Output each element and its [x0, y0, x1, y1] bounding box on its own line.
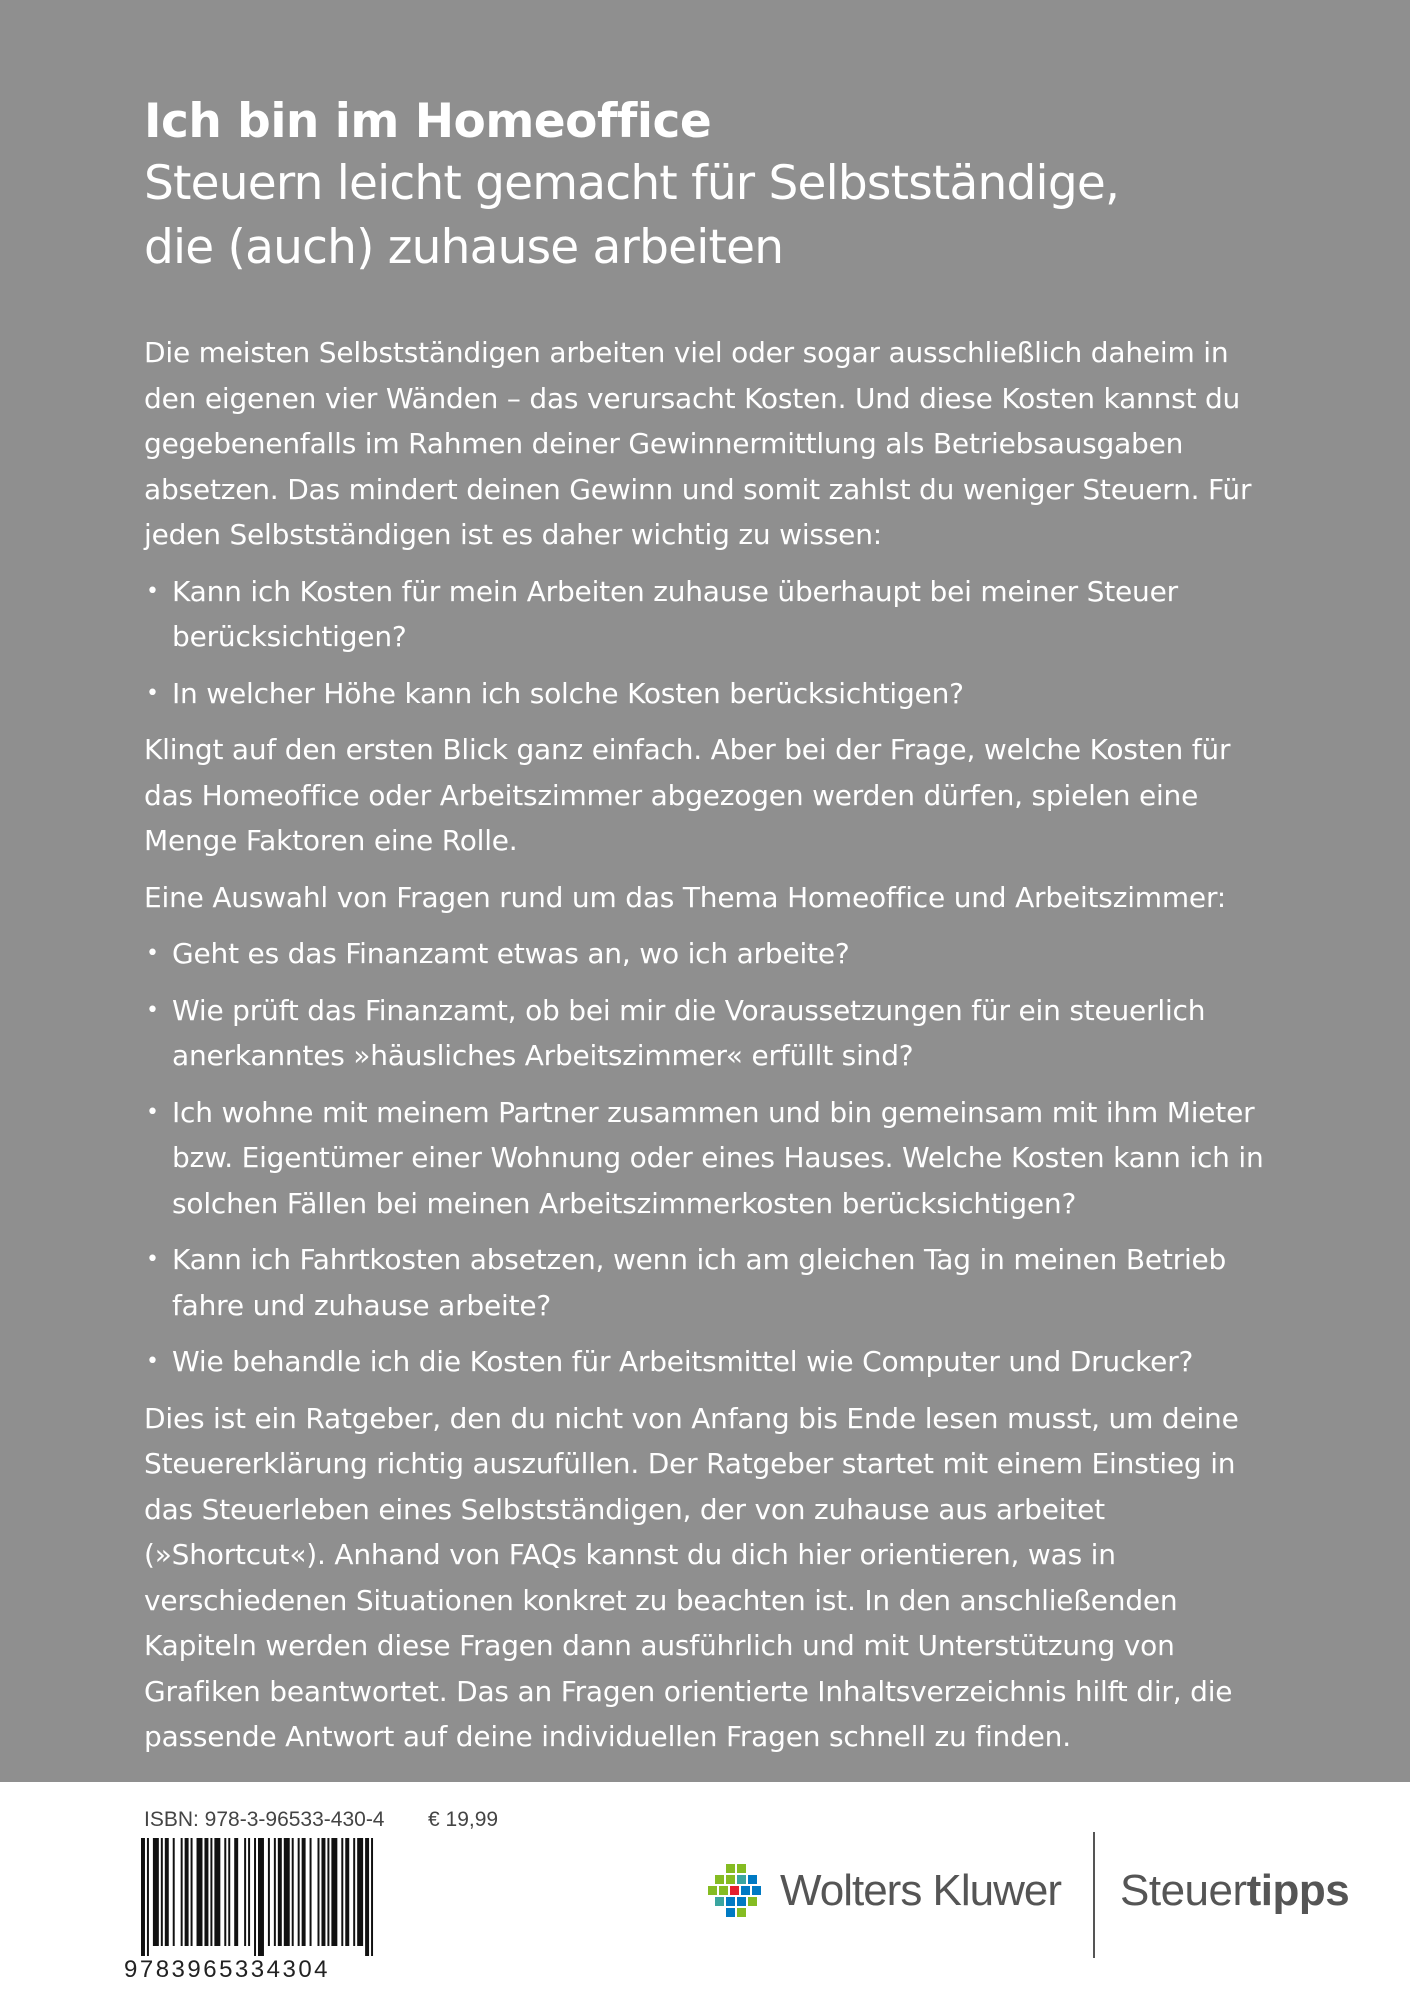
blurb	[144, 330, 1270, 1760]
book-subtitle	[144, 152, 1270, 280]
barcode-bar	[197, 1838, 203, 1946]
brand-name-bold: tipps	[1246, 1866, 1350, 1915]
bullet-icon: •	[146, 680, 159, 706]
barcode-bar	[331, 1838, 337, 1946]
book-title: Ich bin im Homeoffice	[144, 94, 712, 149]
footer-strip	[0, 1782, 1410, 2000]
paragraph-3: Eine Auswahl von Fragen rund um das Thema Homeoffice und Arbeitszimmer:	[144, 880, 1226, 914]
barcode-bar	[318, 1838, 320, 1946]
barcode-bar	[210, 1838, 212, 1946]
barcode-bar	[268, 1838, 270, 1946]
barcode-bar	[278, 1838, 282, 1946]
bullet-icon: •	[146, 997, 159, 1023]
bullet-icon: •	[146, 1349, 159, 1374]
barcode-bar	[298, 1838, 300, 1946]
list-item	[144, 671, 1270, 717]
barcode-bar	[234, 1838, 238, 1946]
barcode-bar	[258, 1838, 264, 1956]
barcode-bar	[292, 1838, 294, 1946]
barcode-bar	[341, 1838, 343, 1946]
barcode-bar	[321, 1838, 325, 1946]
logo-divider	[1093, 1832, 1095, 1958]
ean-barcode-icon	[141, 1838, 377, 1956]
list-item	[144, 1090, 1270, 1227]
intro-paragraph: Die meisten Selbstständigen arbeiten viel oder sogar ausschließlich daheim in den eigenen vier Wänden – das verursacht Kosten. Und diese Kosten kannst du gegebenenfalls im Rahmen deiner Gewinnermittlung als Betriebsausgaben absetzen. Das mindert deinen Gewinn und somit zahlst du weniger Steuern. Für jeden Selbstständigen ist es daher wichtig zu wissen:	[144, 336, 1252, 551]
list-item-text: Wie prüft das Finanzamt, ob bei mir die Voraussetzungen für ein steuerlich anerkanntes »häusliches Arbeitszimmer« erfüllt sind?	[172, 993, 1206, 1072]
barcode-bar	[302, 1838, 306, 1946]
publisher-name: Wolters Kluwer	[780, 1866, 1062, 1915]
list-item-text: In welcher Höhe kann ich solche Kosten berücksichtigen?	[172, 676, 964, 710]
bullet-icon: •	[146, 1099, 159, 1125]
barcode-bar	[141, 1838, 145, 1956]
list-item	[144, 569, 1270, 660]
list-item	[144, 988, 1270, 1079]
list-item-text: Geht es das Finanzamt etwas an, wo ich arbeite?	[172, 937, 850, 970]
barcode-bar	[165, 1838, 169, 1946]
barcode-bar	[248, 1838, 250, 1946]
barcode-bar	[345, 1838, 349, 1946]
list-item-text: Kann ich Kosten für mein Arbeiten zuhause überhaupt bei meiner Steuer berücksichtigen?	[172, 574, 1178, 653]
barcode-bar	[191, 1838, 193, 1946]
barcode-bar	[371, 1838, 373, 1956]
bullet-list-basic-questions	[144, 569, 1270, 717]
bullet-icon: •	[146, 578, 159, 604]
paragraph-4: Dies ist ein Ratgeber, den du nicht von Anfang bis Ende lesen musst, um deine Steuererklärung richtig auszufüllen. Der Ratgeber startet mit einem Einstieg in das Steuerleben eines Selbstständigen, der von zuhause aus arbeitet (»Shortcut«). Anhand von FAQs kannst du dich hier orientieren, was in verschiedenen Situationen konkret zu beachten ist. In den anschließenden Kapiteln werden diese Fragen dann ausführlich und mit Unterstützung von Grafiken beantwortet. Das an Fragen orientierte Inhaltsverzeichnis hilft dir, die passende Antwort auf deine individuellen Fragen schnell zu finden.	[144, 1401, 1239, 1753]
list-item	[144, 1237, 1270, 1328]
isbn-text: ISBN: 978-3-96533-430-4	[144, 1808, 385, 1831]
barcode-bar	[244, 1838, 246, 1946]
list-item-text: Wie behandle ich die Kosten für Arbeitsmittel wie Computer und Drucker?	[172, 1345, 1194, 1378]
barcode-bar	[161, 1838, 163, 1946]
barcode-bar	[365, 1838, 369, 1956]
list-item	[144, 1339, 1270, 1385]
barcode-bar	[353, 1838, 355, 1946]
barcode-bar	[147, 1838, 149, 1956]
wolters-kluwer-logo-icon	[706, 1862, 768, 1924]
subtitle-line: Steuern leicht gemacht für Selbstständige,	[144, 156, 1120, 211]
barcode-bar	[254, 1838, 256, 1956]
brand-name-regular: Steuer	[1120, 1866, 1247, 1915]
list-item-text: Kann ich Fahrtkosten absetzen, wenn ich am gleichen Tag in meinen Betrieb fahre und zuhause arbeite?	[172, 1243, 1227, 1322]
subtitle-line: die (auch) zuhause arbeiten	[144, 220, 784, 275]
barcode-digits: 9783965334304	[124, 1956, 331, 1983]
barcode-bar	[310, 1838, 312, 1946]
bullet-icon: •	[146, 1247, 159, 1272]
barcode-bar	[327, 1838, 329, 1946]
barcode-bar	[224, 1838, 226, 1946]
barcode-bar	[228, 1838, 230, 1946]
price-text: € 19,99	[428, 1808, 499, 1831]
list-item-text: Ich wohne mit meinem Partner zusammen und bin gemeinsam mit ihm Mieter bzw. Eigentümer einer Wohnung oder eines Hauses. Welche Kosten kann ich in solchen Fällen bei meinen Arbeitszimmerkosten berücksichtigen?	[172, 1095, 1264, 1220]
paragraph-2: Klingt auf den ersten Blick ganz einfach. Aber bei der Frage, welche Kosten für das Homeoffice oder Arbeitszimmer abgezogen werden dürfen, spielen eine Menge Faktoren eine Rolle.	[144, 733, 1231, 857]
barcode-bar	[181, 1838, 183, 1946]
list-item	[144, 931, 1270, 977]
barcode-bar	[153, 1838, 159, 1946]
brand-name	[1120, 1866, 1349, 1916]
barcode-bar	[274, 1838, 276, 1946]
barcode-bar	[357, 1838, 363, 1946]
barcode-bar	[173, 1838, 175, 1946]
barcode-bar	[204, 1838, 208, 1946]
bullet-icon: •	[146, 941, 159, 966]
barcode-bar	[185, 1838, 189, 1946]
barcode-bar	[284, 1838, 290, 1946]
bullet-list-homeoffice-questions	[144, 931, 1270, 1385]
barcode-bar	[214, 1838, 220, 1946]
